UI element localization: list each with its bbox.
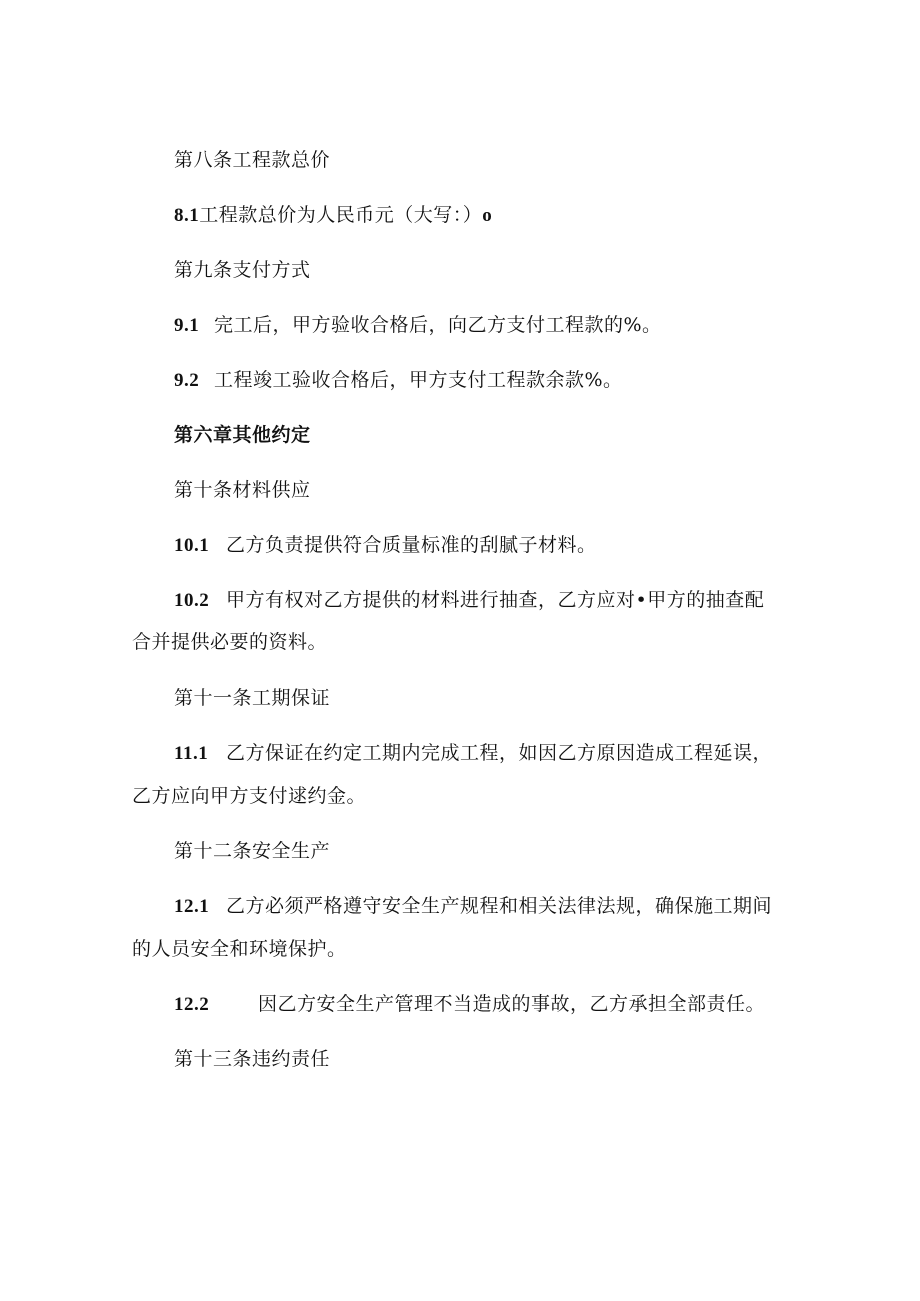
clause-10-2-number: 10.2 (174, 590, 210, 611)
article-9-title (174, 258, 311, 282)
clause-8-1-tail: o (482, 205, 493, 226)
clause-10-2-continuation-text: 合并提供必要的资料。 (132, 631, 328, 653)
clause-9-1-number: 9.1 (174, 315, 200, 336)
clause-12-2-number: 12.2 (174, 994, 210, 1015)
clause-11-1-text: 乙方保证在约定工期内完成工程，如因乙方原因造成工程延误， (226, 742, 773, 764)
chapter-6-title-text: 第六章其他约定 (174, 424, 311, 446)
clause-9-1 (174, 313, 662, 338)
clause-9-2-text: 工程竣工验收合格后，甲方支付工程款余款%。 (214, 369, 623, 391)
article-13-title-text: 第十三条违约责任 (174, 1048, 331, 1070)
article-10-title-text: 第十条材料供应 (174, 479, 311, 501)
clause-11-1-continuation (132, 784, 366, 808)
clause-12-1 (174, 894, 772, 919)
clause-8-1-text: 工程款总价为人民币元（大写：） (199, 204, 483, 226)
article-12-title (174, 839, 330, 863)
clause-11-1-number: 11.1 (174, 743, 209, 764)
article-13-title (174, 1047, 330, 1071)
article-10-title (174, 478, 311, 502)
article-9-title-text: 第九条支付方式 (174, 259, 311, 281)
clause-10-1-number: 10.1 (174, 535, 210, 556)
clause-10-2-continuation (132, 630, 327, 654)
clause-12-1-number: 12.1 (174, 896, 210, 917)
clause-10-1 (174, 533, 597, 558)
clause-9-1-text: 完工后，甲方验收合格后，向乙方支付工程款的%。 (214, 314, 662, 336)
clause-11-1 (174, 741, 772, 766)
clause-8-1 (174, 203, 492, 228)
article-8-title (174, 148, 330, 172)
clause-11-1-continuation-text: 乙方应向甲方支付逑约金。 (132, 785, 367, 807)
article-11-title (174, 686, 330, 710)
clause-8-1-number: 8.1 (174, 205, 200, 226)
clause-12-1-text: 乙方必须严格遵守安全生产规程和相关法律法规，确保施工期间 (226, 895, 773, 917)
clause-9-2-number: 9.2 (174, 370, 200, 391)
article-12-title-text: 第十二条安全生产 (174, 840, 331, 862)
article-11-title-text: 第十一条工期保证 (174, 687, 331, 709)
clause-10-1-text: 乙方负责提供符合质量标准的刮腻子材料。 (226, 534, 597, 556)
clause-10-2 (174, 588, 764, 613)
article-8-title-text: 第八条工程款总价 (174, 149, 331, 171)
clause-12-2-text: 因乙方安全生产管理不当造成的事故，乙方承担全部责任。 (258, 993, 766, 1015)
clause-9-2 (174, 368, 623, 393)
clause-12-1-continuation (132, 937, 347, 961)
clause-12-1-continuation-text: 的人员安全和环境保护。 (132, 938, 347, 960)
chapter-6-title (174, 423, 311, 447)
clause-12-2 (174, 992, 765, 1017)
clause-10-2-text: 甲方有权对乙方提供的材料进行抽查，乙方应对•甲方的抽查配 (226, 589, 765, 611)
